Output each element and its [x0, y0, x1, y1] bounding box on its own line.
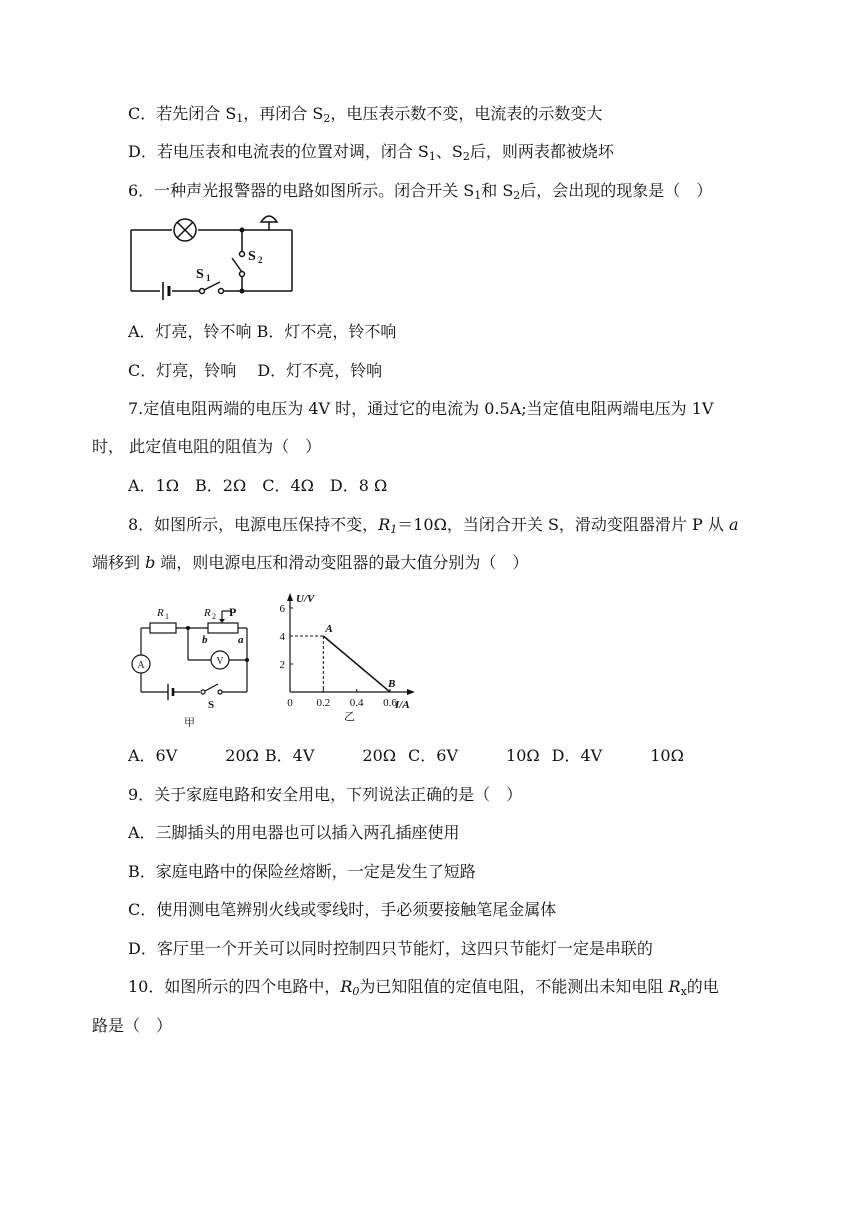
- q6-label-s1: S: [196, 267, 204, 282]
- q8-point-label-a: A: [325, 623, 333, 635]
- q8-y-tick-label-2: 6: [279, 603, 285, 615]
- q6-label-s1-sub: 1: [206, 273, 211, 283]
- q7-options: A．1Ω B．2Ω C．4Ω D．8 Ω: [128, 476, 388, 495]
- q8-x-axis-label: I/A: [395, 699, 410, 711]
- q6-alarm-circuit-diagram: [120, 212, 310, 302]
- q6-label-s2-sub: 2: [258, 255, 263, 265]
- q8-y-tick-label-0: 2: [279, 659, 285, 671]
- q8-label-r2: R: [204, 607, 211, 619]
- q5-option-c: C．若先闭合 $S_1$，再闭合 $S_2$，电压表示数不变，电流表的示数变大: [128, 104, 603, 125]
- q8-series-line-ab: [323, 636, 390, 692]
- q8-label-p: P: [229, 605, 237, 619]
- q5-option-d: D．若电压表和电流表的位置对调，闭合 $S_1$、$S_2$后，则两表都被烧坏: [128, 142, 614, 163]
- q9-stem: 9．关于家庭电路和安全用电，下列说法正确的是（ ）: [128, 785, 523, 804]
- q8-label-b: b: [202, 634, 208, 646]
- q8-stem-line2: 端移到 b 端，则电源电压和滑动变阻器的最大值分别为（ ）: [92, 553, 529, 572]
- q8-x-tick-label-0: 0.2: [316, 697, 331, 709]
- q8-caption-jia: 甲: [184, 717, 195, 729]
- q9-option-b: B．家庭电路中的保险丝熔断，一定是发生了短路: [128, 862, 476, 881]
- q10-stem-line1: 10．如图所示的四个电路中，$R_0$为已知阻值的定值电阻，不能测出未知电阻 $R_x$的电: [128, 977, 719, 998]
- q8-label-r1-sub: 1: [165, 612, 169, 621]
- q8-caption-yi: 乙: [344, 711, 355, 723]
- q8-y-tick-label-1: 4: [279, 631, 285, 643]
- q8-label-r1: R: [157, 607, 164, 619]
- q8-options: A．6V 20Ω B．4V 20Ω C．6V 10Ω D．4V 10Ω: [128, 746, 684, 765]
- q8-point-label-b: B: [388, 678, 396, 690]
- q8-graph-yi: [270, 590, 430, 725]
- q7-stem-line1: 7.定值电阻两端的电压为 4V 时，通过它的电流为 0.5A;当定值电阻两端电压为 1V: [128, 399, 714, 418]
- q8-x-tick-label-2: 0.6: [383, 697, 397, 709]
- q8-origin-label: 0: [287, 697, 293, 709]
- q9-option-d: D．客厅里一个开关可以同时控制四只节能灯，这四只节能灯一定是串联的: [128, 939, 653, 958]
- q7-stem-line2: 时， 此定值电阻的阻值为（ ）: [92, 437, 322, 456]
- q6-stem: 6．一种声光报警器的电路如图所示。闭合开关 $S_1$和 $S_2$后，会出现的现象是（ ）: [128, 181, 713, 202]
- q8-label-r2-sub: 2: [212, 612, 216, 621]
- q6-options-cd: C．灯亮，铃响 D．灯不亮，铃响: [128, 361, 383, 380]
- q9-option-c: C．使用测电笔辨别火线或零线时，手必须要接触笔尾金属体: [128, 900, 557, 919]
- q8-stem-line1: 8．如图所示，电源电压保持不变，$R_1=10\Omega$，当闭合开关 S，滑动变阻器滑片 P 从 a: [128, 515, 739, 536]
- q8-voltmeter-label: V: [216, 656, 224, 667]
- q8-switch-label: S: [208, 699, 215, 711]
- q6-label-s2: S: [248, 249, 256, 264]
- q8-label-a: a: [238, 634, 244, 646]
- q6-options-ab: A．灯亮，铃不响 B．灯不亮，铃不响: [128, 322, 397, 341]
- q8-y-axis-label: U/V: [296, 593, 315, 605]
- q8-circuit-diagram-jia: [128, 598, 258, 729]
- q8-ammeter-label: A: [137, 660, 145, 671]
- q10-stem-line2: 路是（ ）: [92, 1016, 173, 1035]
- q8-x-tick-label-1: 0.4: [349, 697, 364, 709]
- q9-option-a: A．三脚插头的用电器也可以插入两孔插座使用: [128, 823, 460, 842]
